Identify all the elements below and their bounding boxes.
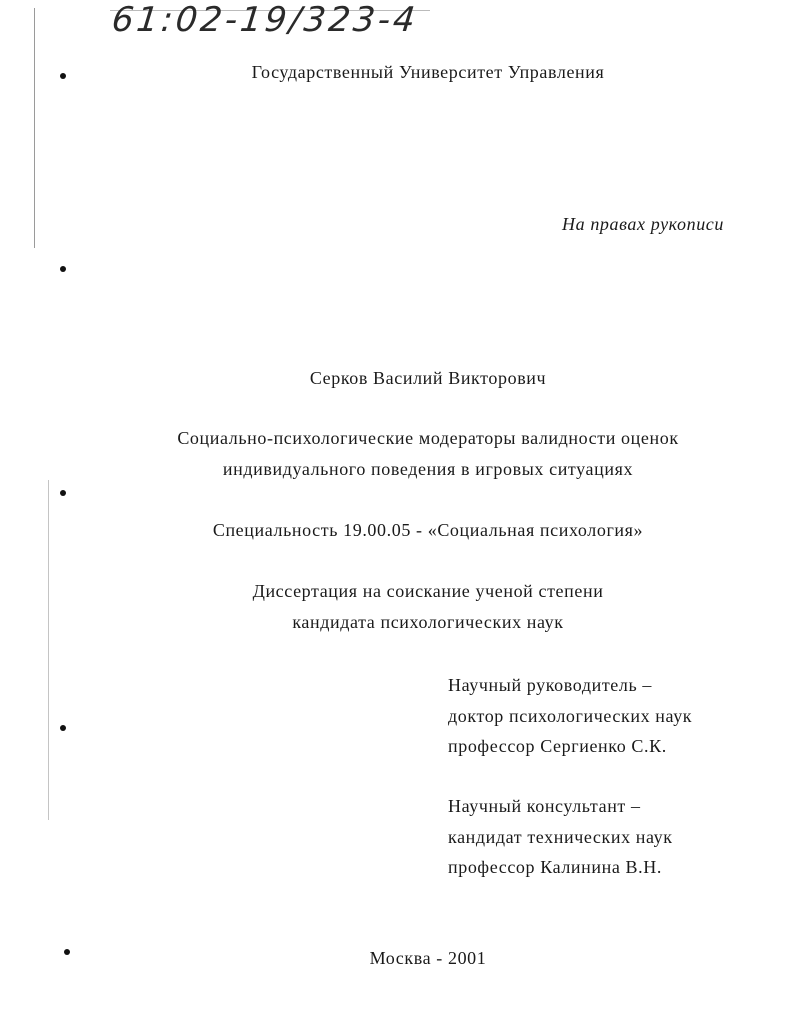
supervisor-block — [448, 670, 692, 762]
author-name: Серков Василий Викторович — [309, 368, 547, 388]
degree-line-1: Диссертация на соискание ученой степени — [252, 581, 604, 601]
rights-note: На правах рукописи — [562, 214, 724, 234]
specialty: Специальность 19.00.05 - «Социальная психология» — [212, 520, 644, 540]
degree-line-2: кандидата психологических наук — [292, 612, 564, 632]
consultant-name: профессор Калинина В.Н. — [448, 857, 662, 877]
scan-dot — [60, 490, 66, 496]
title-line-1: Социально-психологические модераторы валидности оценок — [177, 428, 679, 448]
consultant-role: Научный консультант – — [448, 796, 641, 816]
supervisor-degree: доктор психологических наук — [448, 705, 693, 726]
consultant-block — [448, 791, 673, 883]
supervisor-name: профессор Сергиенко С.К. — [448, 736, 667, 756]
scan-dot — [60, 266, 66, 272]
title-line-2: индивидуального поведения в игровых ситуациях — [222, 459, 634, 479]
supervisor-role: Научный руководитель – — [448, 675, 652, 695]
city-year: Москва - 2001 — [369, 948, 487, 968]
scan-dot — [60, 725, 66, 731]
consultant-degree: кандидат технических наук — [448, 826, 673, 847]
scan-margin-line — [34, 8, 35, 248]
institution-name: Государственный Университет Управления — [251, 62, 605, 82]
archive-number: 61:02-19/323-4 — [109, 0, 420, 40]
